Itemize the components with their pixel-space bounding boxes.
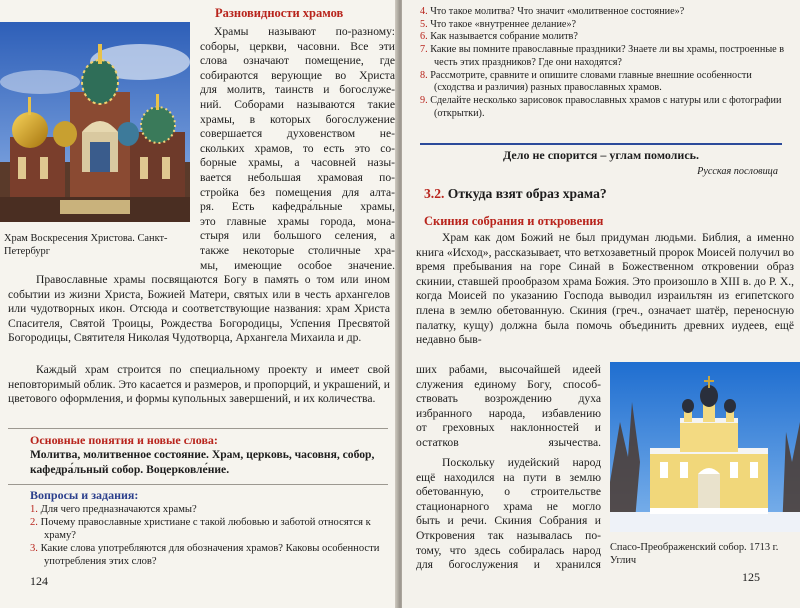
question-text: Что такое «внутреннее делание»? bbox=[430, 18, 577, 30]
question-number: 1. bbox=[30, 504, 41, 515]
dedication-paragraph: Православные храмы посвящаются Богу в память о том или ином событии из жизни Христа, Божией Матери, святых или в честь архангелов или чудотворных икон. Отсюда и соответствующие названия: храм Христа Спасителя, Святой Троицы, Рождества Богородицы, Успения Пресвятой Богородицы, Святителя Николая Чудотворца, Архангела Михаила и др. bbox=[8, 273, 390, 345]
question-text: Сделайте несколько зарисовок православных храмов с натуры или с фотографии (открытки). bbox=[430, 94, 782, 119]
intro-paragraph-line: Храмы называют по-разному: bbox=[214, 25, 395, 38]
tabernacle-subheading: Скиния собрания и откровения bbox=[424, 214, 604, 228]
divider bbox=[8, 484, 388, 485]
jewish-people-paragraph-line: Откровения так называлась по- bbox=[416, 528, 601, 542]
tabernacle-paragraph-tail-line: от греховных наклонностей и bbox=[416, 421, 601, 435]
jewish-people-paragraph-line: быть и речи. Скиния Собрания и bbox=[416, 514, 601, 528]
photo-caption: Храм Воскресения Христова. Санкт-Петербург bbox=[4, 233, 168, 257]
intro-paragraph-line: скольких храмов, то есть это со- bbox=[200, 141, 395, 155]
tabernacle-paragraph-tail-line: избранного народа, избавлению bbox=[416, 406, 601, 420]
intro-paragraph-line: стройка без помещения для алта- bbox=[200, 185, 395, 199]
question-number: 2. bbox=[30, 517, 41, 528]
question-item bbox=[30, 503, 390, 516]
tabernacle-paragraph-tail-line: ших рабами, высочайшей идеей bbox=[416, 363, 601, 376]
question-item bbox=[30, 516, 390, 542]
left-page bbox=[0, 0, 398, 608]
question-text: Как называется собрание молитв? bbox=[430, 31, 578, 43]
divider bbox=[8, 428, 388, 429]
question-item bbox=[420, 6, 790, 19]
jewish-people-paragraph-line: Поскольку иудейский народ bbox=[442, 456, 601, 469]
jewish-people-paragraph-line: для богослужения и хранился bbox=[416, 558, 601, 572]
intro-paragraph-line: ря. Есть кафедра́льные храмы, bbox=[200, 200, 395, 214]
jewish-people-paragraph bbox=[416, 456, 601, 573]
intro-paragraph-line: мы, имеющие особое значение. bbox=[200, 258, 395, 272]
questions-block bbox=[30, 488, 390, 568]
intro-paragraph-line: соборы, церкви, часовни. Все эти bbox=[200, 39, 395, 53]
tabernacle-paragraph-tail bbox=[416, 363, 601, 451]
question-number: 7. bbox=[420, 44, 431, 56]
question-number: 9. bbox=[420, 94, 431, 106]
intro-paragraph-line: вается небольшая храмовая по- bbox=[200, 170, 395, 184]
question-text: Для чего предназначаются храмы? bbox=[40, 504, 197, 515]
jewish-people-paragraph-line: стационарного храма не могло bbox=[416, 499, 601, 513]
proverb-rule bbox=[420, 143, 782, 145]
key-concepts-words: Молитва, молитвенное состояние. Храм, церковь, часовня, собор, кафедра́льный собор. Воцерковле́ние. bbox=[30, 448, 375, 476]
question-text: Какие слова употребляются для обозначения храмов? Каковы особенности употребления этих слов? bbox=[40, 543, 380, 567]
question-text: Рассмотрите, сравните и опишите словами главные внешние особенности (сходства и различия) разных православных храмов. bbox=[430, 69, 752, 94]
key-concepts-title: Основные понятия и новые слова: bbox=[30, 433, 218, 447]
question-text: Почему православные христиане с такой любовью и заботой относятся к храму? bbox=[40, 517, 371, 541]
uglich-cathedral-photo bbox=[610, 362, 800, 532]
tabernacle-paragraph-tail-line: остатков язычества. bbox=[416, 435, 601, 449]
question-number: 3. bbox=[30, 543, 41, 554]
question-text: Какие вы помните православные праздники? Знаете ли вы храмы, построенные в честь этих праздников? Где они находятся? bbox=[430, 44, 785, 68]
intro-paragraph-line: слова означают помещение, где bbox=[200, 54, 395, 68]
question-number: 4. bbox=[420, 6, 431, 17]
intro-paragraph-line: совершается духовенством не- bbox=[200, 127, 395, 141]
questions-title: Вопросы и задания: bbox=[30, 488, 139, 502]
church-icon bbox=[610, 362, 800, 532]
questions-list bbox=[30, 503, 390, 568]
cathedral-icon bbox=[0, 22, 190, 222]
architecture-paragraph: Каждый храм строится по специальному проекту и имеет свой неповторимый облик. Это касается и размеров, и пропорций, и украшений, и цветового оформления, и формы купольных завершений, и их количества. bbox=[8, 363, 390, 406]
right-page bbox=[402, 0, 800, 608]
question-number: 5. bbox=[420, 18, 431, 30]
proverb: Дело не спорится – углам помолись. bbox=[503, 148, 699, 162]
questions-list-continued bbox=[420, 6, 790, 120]
jewish-people-paragraph-line: ещё находился на пути в землю bbox=[416, 470, 601, 484]
page-number-right: 125 bbox=[742, 570, 760, 584]
question-item bbox=[420, 44, 790, 69]
question-number: 6. bbox=[420, 31, 431, 43]
jewish-people-paragraph-line: тому, что здесь собиралась народ bbox=[416, 543, 601, 557]
question-item bbox=[420, 31, 790, 44]
question-number: 8. bbox=[420, 69, 431, 81]
intro-paragraph-line: собираются верующие во Христа bbox=[200, 68, 395, 82]
tabernacle-paragraph: Храм как дом Божий не был придуман людьми. Библия, а именно книга «Исход», рассказывает, что ветхозаветный пророк Моисей получил во время пребывания на горе Синай в Божественном откровении образ скинии, ставшей прообразом храма Божия. Это произошло в XIII в. до Р. Х., когда Моисей по указанию Господа выводил израильтян из египетского плена в землю обетованную. Скиния (греч., означает шатёр, переносную палатку, кущу) должна была помочь объединить древних иудеев, ещё недавно быв- bbox=[416, 231, 794, 347]
question-item bbox=[420, 95, 790, 120]
intro-paragraph-line: ний. Соборами называются такие bbox=[200, 97, 395, 111]
intro-paragraph-line: стыря или большого селения, а bbox=[200, 229, 395, 243]
section-title bbox=[424, 186, 784, 202]
intro-paragraph-line: также некоторые столичные хра- bbox=[200, 243, 395, 257]
intro-paragraph-line: это главные храмы города, мона- bbox=[200, 214, 395, 228]
intro-paragraph bbox=[200, 25, 395, 273]
section-number: 3.2. bbox=[424, 186, 445, 201]
tabernacle-paragraph-tail-line: ствовать возрождению духа bbox=[416, 392, 601, 406]
intro-paragraph-line: борные храмы, а часовней назы- bbox=[200, 156, 395, 170]
question-text: Что такое молитва? Что значит «молитвенное состояние»? bbox=[430, 6, 685, 17]
question-item bbox=[420, 70, 790, 95]
intro-paragraph-line: храмы, в которых богослужение bbox=[200, 112, 395, 126]
church-of-savior-photo bbox=[0, 22, 190, 222]
section-heading: Разновидности храмов bbox=[215, 6, 344, 20]
page-number: 124 bbox=[30, 574, 48, 588]
tabernacle-paragraph-tail-line: служения единому Богу, способ- bbox=[416, 377, 601, 391]
jewish-people-paragraph-line: обетованную, о строительстве bbox=[416, 485, 601, 499]
question-item bbox=[30, 542, 390, 568]
intro-paragraph-line: для молитв, таинств и богослуже- bbox=[200, 83, 395, 97]
question-item bbox=[420, 19, 790, 32]
section-title-text: Откуда взят образ храма? bbox=[447, 186, 607, 201]
proverb-source: Русская пословица bbox=[697, 166, 778, 177]
uglich-photo-caption: Спасо-Преображенский собор. 1713 г. Углич bbox=[610, 542, 779, 566]
key-concepts-box bbox=[30, 433, 390, 477]
